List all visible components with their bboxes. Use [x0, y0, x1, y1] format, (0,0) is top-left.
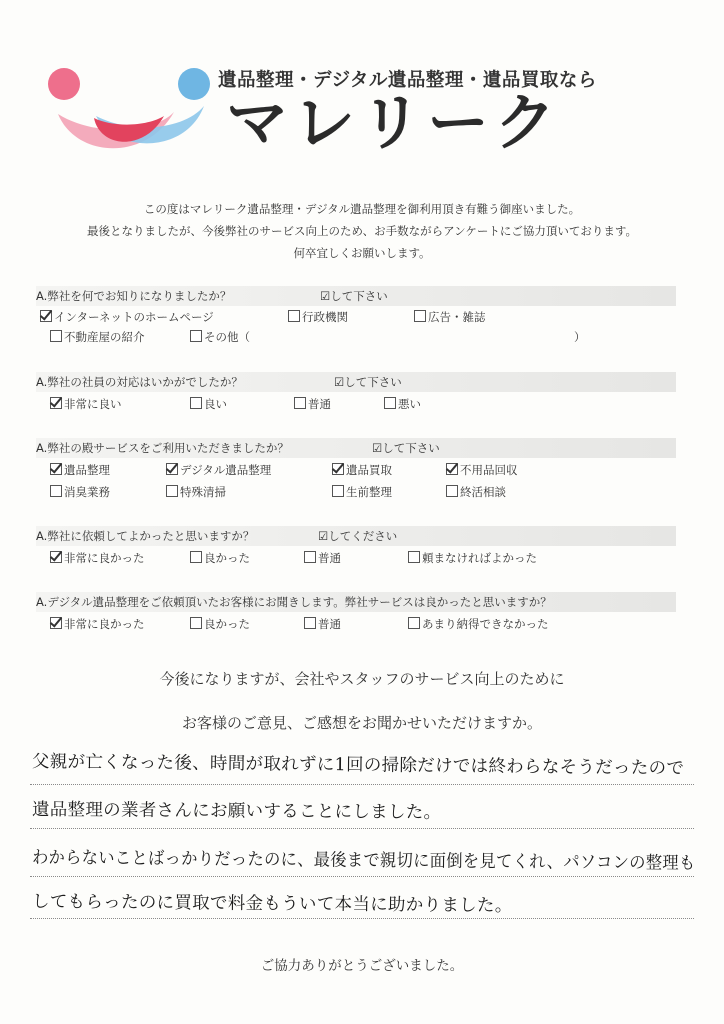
option-very-good[interactable]: 非常に良い	[50, 395, 122, 413]
checkbox[interactable]	[190, 551, 202, 563]
option-fuyouhin[interactable]: 不用品回収	[446, 461, 518, 479]
option-good[interactable]: 良かった	[190, 615, 250, 633]
option-normal[interactable]: 普通	[304, 549, 341, 567]
checkbox[interactable]	[50, 330, 62, 342]
question-bar	[36, 372, 676, 392]
option-normal[interactable]: 普通	[304, 615, 341, 633]
checkbox[interactable]	[294, 397, 306, 409]
handwritten-comment-line: 遺品整理の業者さんにお願いすることにしました。	[31, 800, 442, 823]
option-good[interactable]: 良い	[190, 395, 227, 413]
comment-prompt-line: 今後になりますが、会社やスタッフのサービス向上のために	[159, 670, 565, 688]
question-bar	[36, 286, 676, 306]
checkbox-checked[interactable]	[332, 463, 344, 475]
option-not-satisfied[interactable]: あまり納得できなかった	[408, 615, 549, 633]
checkbox[interactable]	[288, 310, 300, 322]
question-satisfaction	[36, 526, 676, 570]
checkbox[interactable]	[304, 551, 316, 563]
checkbox[interactable]	[332, 485, 344, 497]
question-digital-service	[36, 592, 676, 636]
intro-line: この度はマレリーク遺品整理・デジタル遺品整理を御利用頂き有難う御座いました。	[143, 202, 581, 216]
question-text: A.弊社を何でお知りになりましたか？	[36, 289, 232, 303]
option-special-clean[interactable]: 特殊清掃	[166, 483, 226, 501]
option-government[interactable]: 行政機関	[288, 308, 348, 326]
option-internet[interactable]: インターネットのホームページ	[40, 308, 214, 326]
question-bar	[36, 592, 676, 612]
question-staff	[36, 372, 676, 416]
option-digital-ihin[interactable]: デジタル遺品整理	[166, 461, 271, 479]
option-good[interactable]: 良かった	[190, 549, 250, 567]
option-ads[interactable]: 広告・雑誌	[414, 308, 486, 326]
option-other[interactable]: その他（	[190, 328, 250, 346]
option-ihin-seiri[interactable]: 遺品整理	[50, 461, 110, 479]
checkbox[interactable]	[50, 485, 62, 497]
tagline: 遺品整理・デジタル遺品整理・遺品買取なら	[218, 70, 597, 91]
intro-line: 最後となりましたが、今後弊社のサービス向上のため、お手数ながらアンケートにご協力頂いております。	[87, 224, 637, 238]
checkbox[interactable]	[190, 330, 202, 342]
option-deodorize[interactable]: 消臭業務	[50, 483, 110, 501]
comment-prompt-line: お客様のご意見、ご感想をお聞かせいただけますか。	[181, 714, 542, 732]
writing-guide-line	[30, 784, 694, 785]
option-bad[interactable]: 悪い	[384, 395, 421, 413]
handwritten-comment-line: してもらったのに買取で料金もういて本当に助かりました。	[31, 892, 513, 917]
checkbox-checked[interactable]	[50, 397, 62, 409]
option-regret[interactable]: 頼まなければよかった	[408, 549, 537, 567]
checkbox-checked[interactable]	[166, 463, 178, 475]
question-services	[36, 438, 676, 504]
intro-text	[0, 198, 724, 264]
option-very-good[interactable]: 非常に良かった	[50, 549, 145, 567]
checkbox-checked[interactable]	[50, 551, 62, 563]
question-text: A.弊社の殿サービスをご利用いただきましたか？	[36, 441, 289, 455]
checkbox-checked[interactable]	[50, 463, 62, 475]
writing-guide-line	[30, 828, 694, 829]
question-note: ☑して下さい	[320, 289, 388, 303]
checkbox[interactable]	[190, 617, 202, 629]
thanks-text: ご協力ありがとうございました。	[260, 958, 464, 974]
checkbox[interactable]	[304, 617, 316, 629]
option-very-good[interactable]: 非常に良かった	[50, 615, 145, 633]
option-seizen-seiri[interactable]: 生前整理	[332, 483, 392, 501]
option-normal[interactable]: 普通	[294, 395, 331, 413]
marelique-logo	[36, 62, 216, 162]
question-text: A.デジタル遺品整理をご依頼頂いたお客様にお聞きします。弊社サービスは良かったと思いますか？	[36, 595, 552, 609]
checkbox[interactable]	[166, 485, 178, 497]
checkbox-checked[interactable]	[40, 310, 52, 322]
option-real-estate[interactable]: 不動産屋の紹介	[50, 328, 145, 346]
writing-guide-line	[30, 918, 694, 919]
other-close-paren: ）	[574, 330, 586, 344]
checkbox[interactable]	[414, 310, 426, 322]
checkbox[interactable]	[408, 551, 420, 563]
checkbox[interactable]	[408, 617, 420, 629]
logo-blue-dot	[178, 68, 210, 100]
logo-pink-dot	[48, 68, 80, 100]
option-shukatsu[interactable]: 終活相談	[446, 483, 506, 501]
checkbox-checked[interactable]	[446, 463, 458, 475]
checkbox[interactable]	[446, 485, 458, 497]
intro-line: 何卒宜しくお願いします。	[293, 246, 431, 260]
checkbox[interactable]	[190, 397, 202, 409]
writing-guide-line	[30, 876, 694, 877]
question-note: ☑してください	[318, 529, 398, 543]
checkbox-checked[interactable]	[50, 617, 62, 629]
question-note: ☑して下さい	[334, 375, 402, 389]
question-note: ☑して下さい	[372, 441, 440, 455]
question-text: A.弊社に依頼してよかったと思いますか？	[36, 529, 255, 543]
checkbox[interactable]	[384, 397, 396, 409]
brand-name: マレリーク	[226, 86, 562, 159]
question-how-found	[36, 286, 676, 350]
handwritten-comment-line: 父親が亡くなった後、時間が取れずに1回の掃除だけでは終わらなそうだったので	[31, 752, 685, 779]
handwritten-comment-line: わからないことばっかりだったのに、最後まで親切に面倒を見てくれ、パソコンの整理も	[31, 848, 696, 874]
question-bar	[36, 526, 676, 546]
question-text: A.弊社の社員の対応はいかがでしたか？	[36, 375, 243, 389]
option-ihin-kaitori[interactable]: 遺品買取	[332, 461, 392, 479]
question-bar	[36, 438, 676, 458]
